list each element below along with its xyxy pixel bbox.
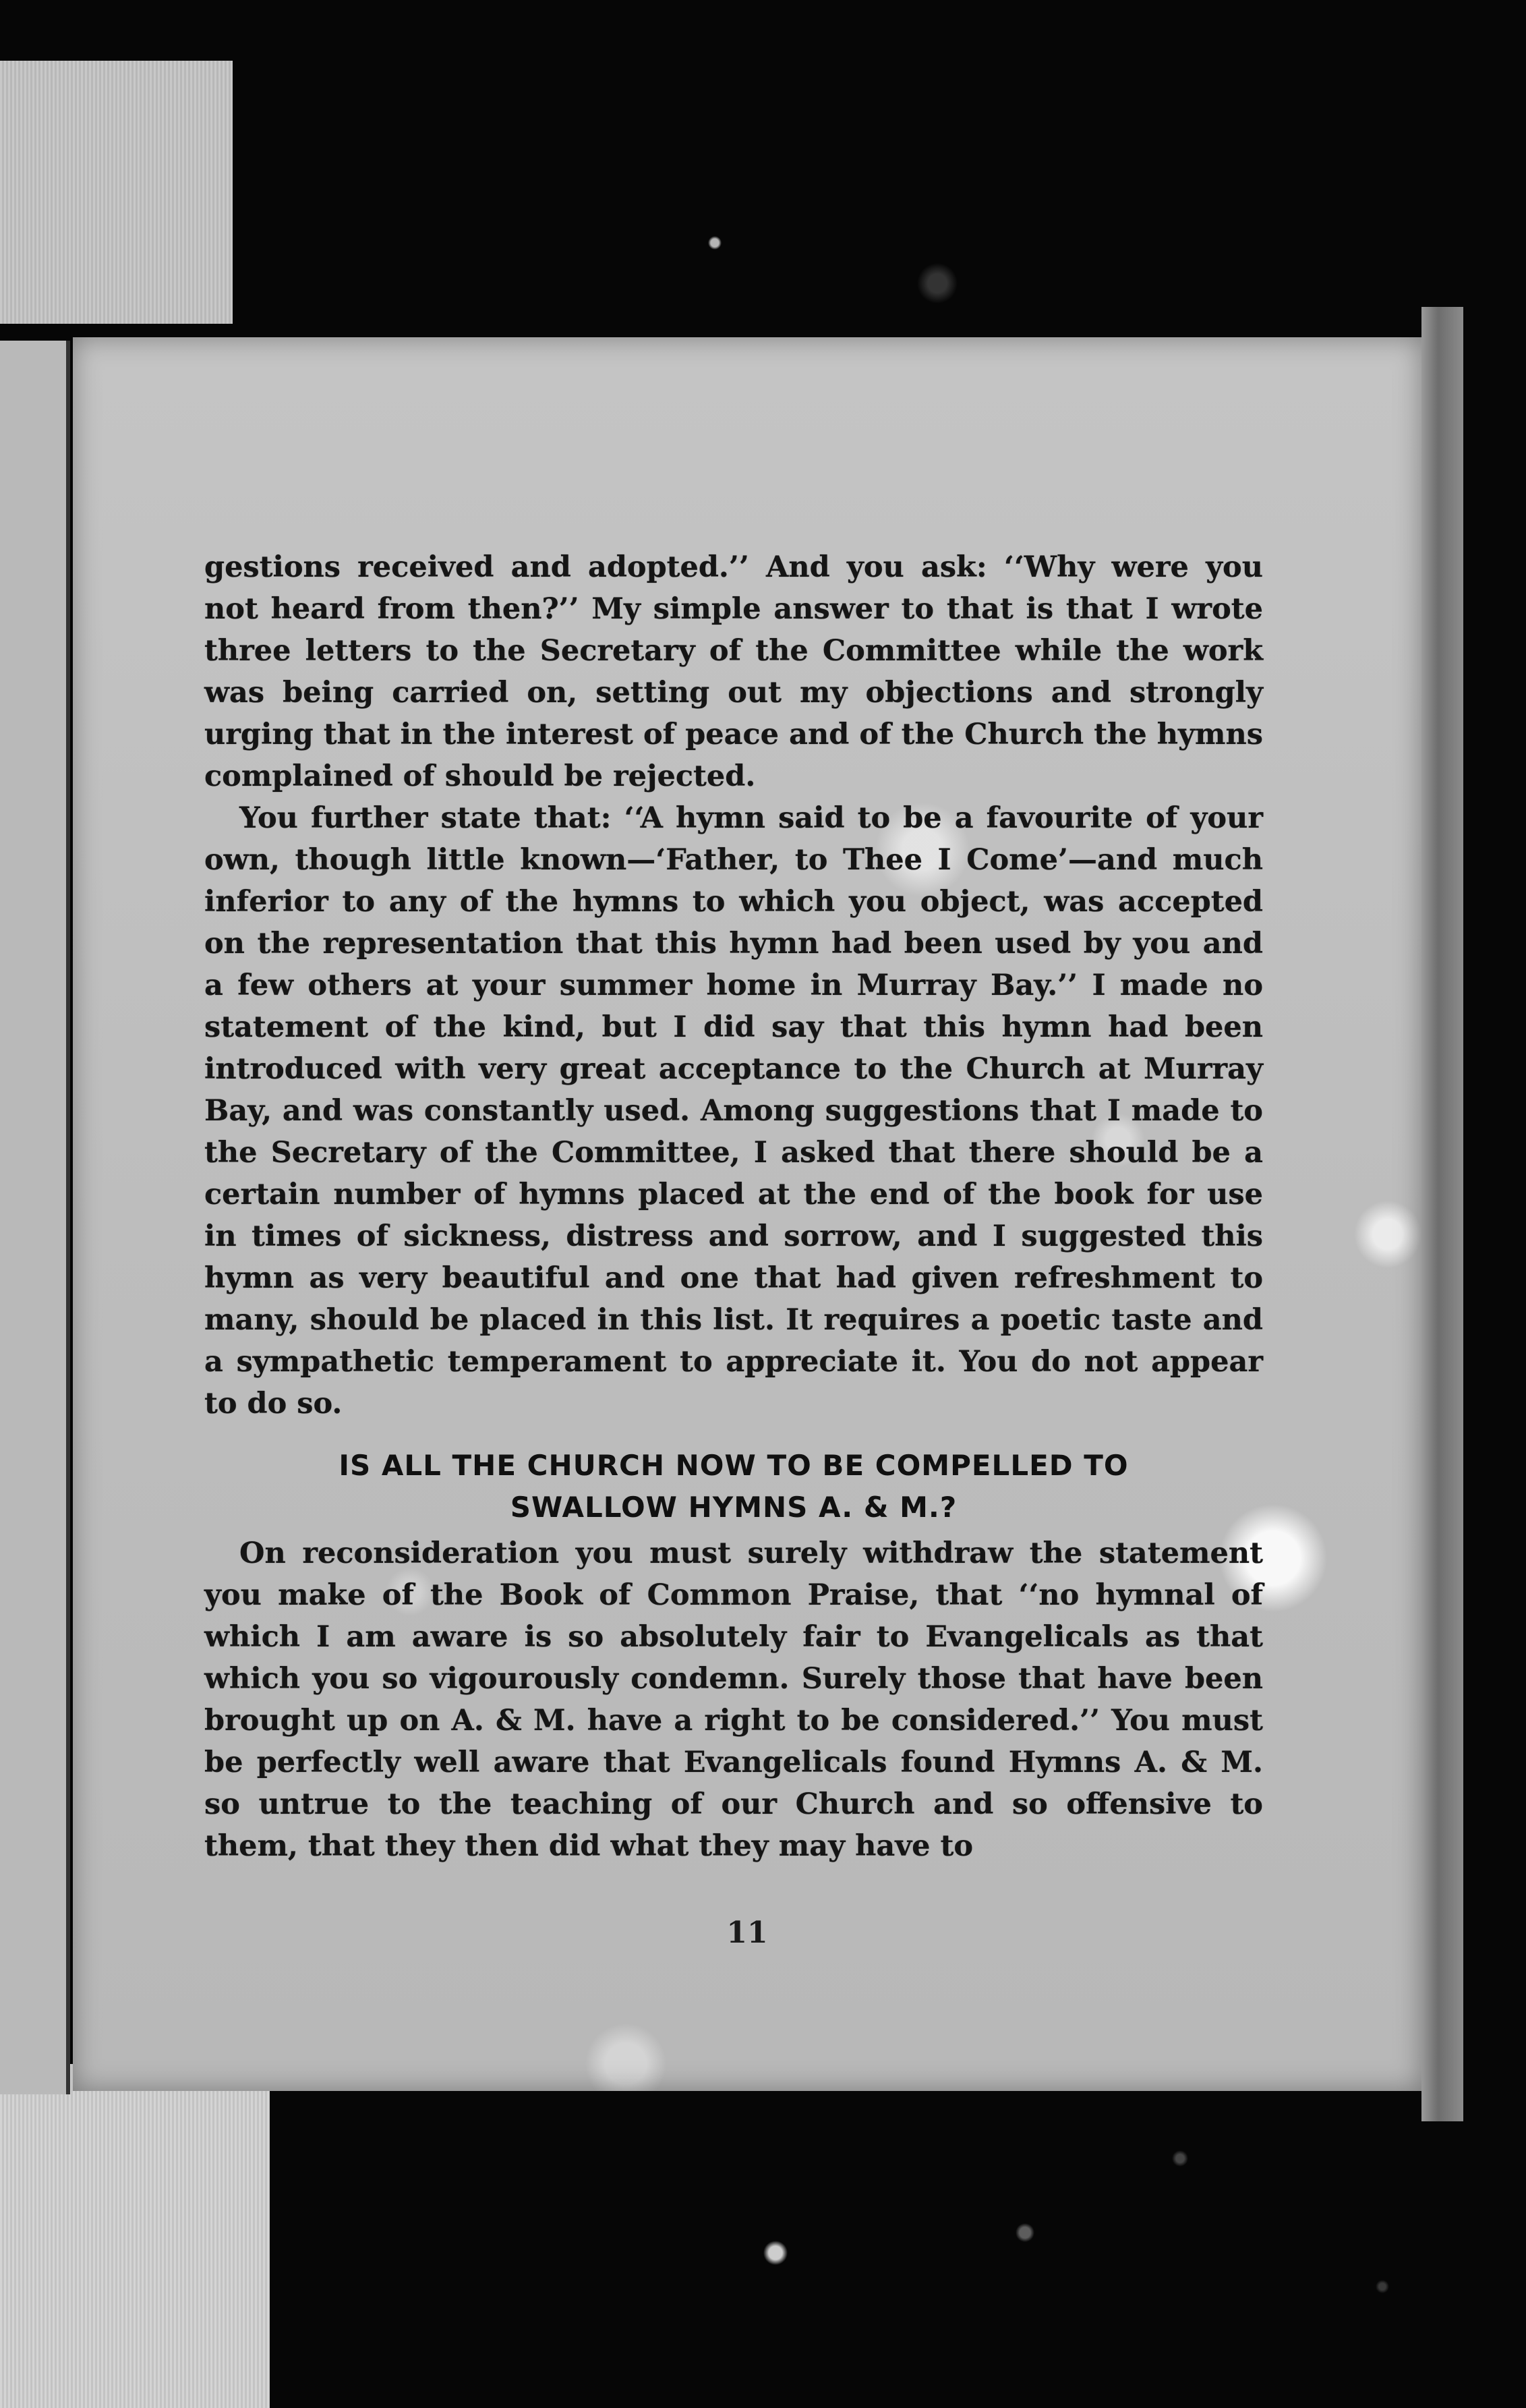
page-number: 11 <box>726 1916 768 1950</box>
binding-tape-bottom <box>0 2064 270 2408</box>
paragraph-book-of-common-praise: On reconsideration you must surely withdraw the statement you make of the Book of Common Praise, that ‘‘no hymnal of which I am aware is so absolutely fair to Evangelicals as that which you so vigourously condemn. Surely those that have been brought up on A. & M. have a right to be considered.’’ You must be perfectly well aware that Evangelicals found Hymns A. & M. so untrue to the teaching of our Church and so offensive to them, that they then did what they may have to <box>204 1537 1263 1863</box>
section-heading <box>204 1445 1263 1528</box>
paragraph-continued: gestions received and adopted.’’ And you ask: ‘‘Why were you not heard from then?’’ My simple answer to that is that I wrote three letters to the Secretary of the Committee while the work was being carried on, setting out my objections and strongly urging that in the interest of peace and of the Church the hymns complained of should be rejected. <box>204 550 1263 793</box>
paragraph-hymn-favourite: You further state that: ‘‘A hymn said to be a favourite of your own, though little known—‘Father, to Thee I Come’—and much inferior to any of the hymns to which you object, was accepted on the representation that this hymn had been used by you and a few others at your summer home in Murray Bay.’’ I made no statement of the kind, but I did say that this hymn had been introduced with very great acceptance to the Church at Murray Bay, and was constantly used. Among suggestions that I made to the Secretary of the Committee, I asked that there should be a certain number of hymns placed at the end of the book for use in times of sickness, distress and sorrow, and I suggested this hymn as very beautiful and one that had given refreshment to many, should be placed in this list. It requires a poetic taste and a sympathetic temperament to appreciate it. You do not appear to do so. <box>204 801 1263 1421</box>
book-page <box>73 337 1421 2091</box>
section-heading-line-1: IS ALL THE CHURCH NOW TO BE COMPELLED TO <box>339 1449 1129 1482</box>
page-text <box>204 546 1263 1867</box>
section-heading-line-2: SWALLOW HYMNS A. & M.? <box>510 1491 958 1524</box>
facing-page-edge <box>0 341 70 2094</box>
binding-tape-top <box>0 61 233 324</box>
page-edge-right <box>1421 307 1463 2121</box>
